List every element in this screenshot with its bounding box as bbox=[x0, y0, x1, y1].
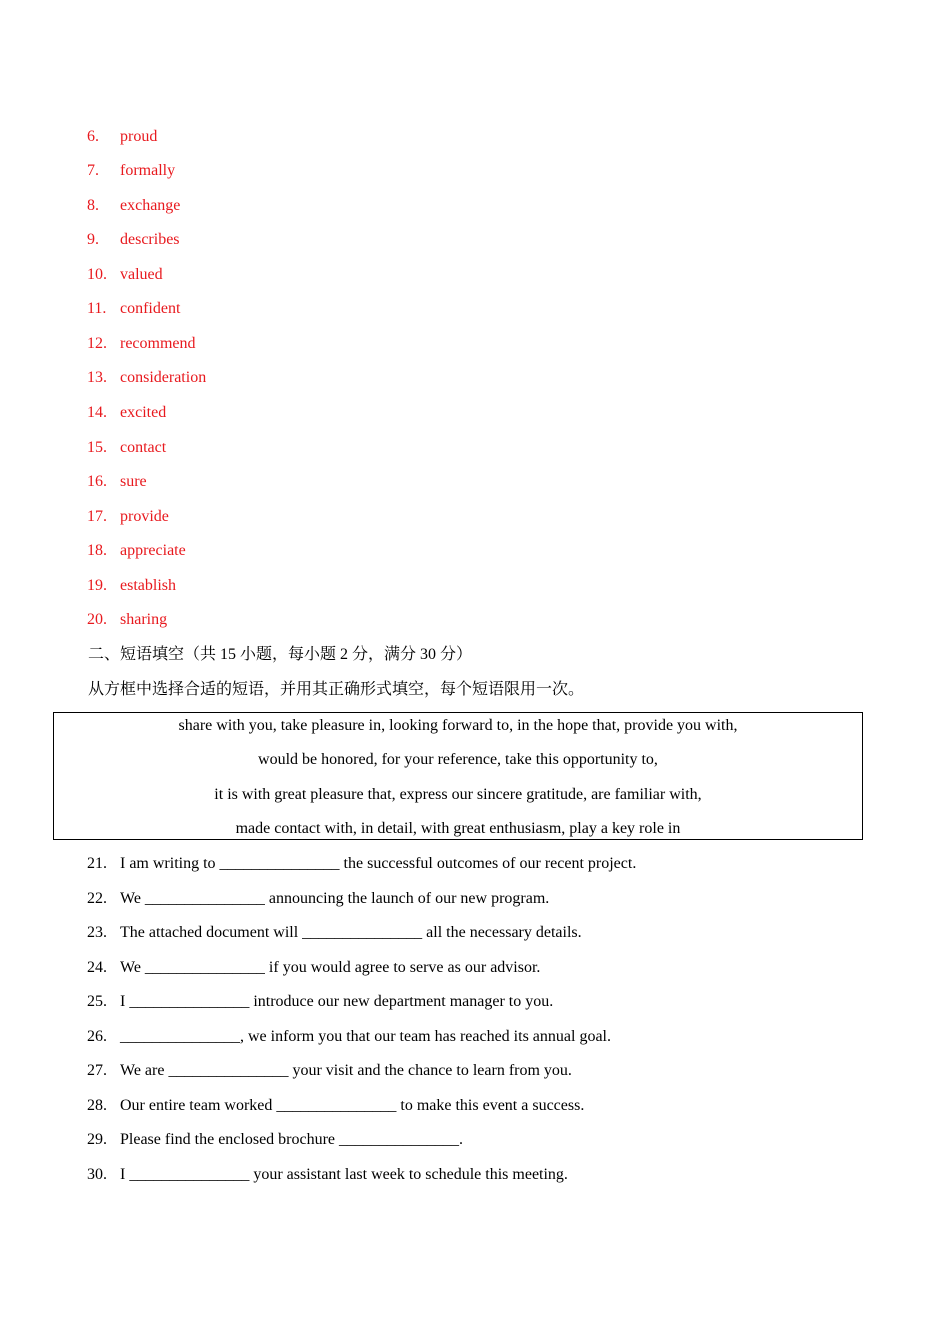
question-item bbox=[87, 991, 553, 1013]
answer-item bbox=[87, 540, 186, 562]
question-text: Please find the enclosed brochure _______________. bbox=[120, 1131, 464, 1148]
question-item bbox=[87, 1026, 611, 1048]
answer-number: 8. bbox=[87, 197, 99, 214]
answer-number: 14. bbox=[87, 404, 107, 421]
question-item bbox=[87, 922, 582, 944]
answer-item bbox=[87, 333, 196, 355]
answer-word: proud bbox=[120, 128, 158, 145]
question-number: 26. bbox=[87, 1028, 107, 1045]
answer-item bbox=[87, 471, 147, 493]
phrase-line: share with you, take pleasure in, looking forward to, in the hope that, provide you with, bbox=[178, 717, 738, 734]
answer-word: provide bbox=[120, 508, 169, 525]
answer-item bbox=[87, 160, 175, 182]
answer-word: sharing bbox=[120, 611, 168, 628]
question-text: Our entire team worked _______________ to make this event a success. bbox=[120, 1097, 585, 1114]
phrase-line: made contact with, in detail, with great enthusiasm, play a key role in bbox=[235, 820, 681, 837]
answer-item bbox=[87, 126, 157, 148]
question-item bbox=[87, 1060, 572, 1082]
phrase-line: it is with great pleasure that, express our sincere gratitude, are familiar with, bbox=[214, 786, 702, 803]
answer-number: 20. bbox=[87, 611, 107, 628]
answer-item bbox=[87, 609, 167, 631]
answer-number: 11. bbox=[87, 300, 107, 317]
question-number: 29. bbox=[87, 1131, 107, 1148]
answer-word: appreciate bbox=[120, 542, 186, 559]
answer-word: exchange bbox=[120, 197, 181, 214]
question-item bbox=[87, 1164, 568, 1186]
answer-word: sure bbox=[120, 473, 147, 490]
answer-number: 12. bbox=[87, 335, 107, 352]
answer-word: establish bbox=[120, 577, 176, 594]
question-number: 25. bbox=[87, 993, 107, 1010]
answer-number: 9. bbox=[87, 231, 99, 248]
question-text: We _______________ if you would agree to serve as our advisor. bbox=[120, 959, 541, 976]
question-text: We _______________ announcing the launch of our new program. bbox=[120, 890, 550, 907]
answer-number: 18. bbox=[87, 542, 107, 559]
question-number: 24. bbox=[87, 959, 107, 976]
question-item bbox=[87, 1095, 584, 1117]
section-title: 二、短语填空（共 15 小题，每小题 2 分，满分 30 分） bbox=[88, 646, 473, 663]
answer-word: excited bbox=[120, 404, 167, 421]
answer-item bbox=[87, 298, 180, 320]
answer-number: 15. bbox=[87, 439, 107, 456]
answer-item bbox=[87, 402, 166, 424]
answer-word: describes bbox=[120, 231, 180, 248]
question-number: 27. bbox=[87, 1062, 107, 1079]
question-text: We are _______________ your visit and the chance to learn from you. bbox=[120, 1062, 572, 1079]
answer-item bbox=[87, 195, 180, 217]
question-text: I _______________ your assistant last week to schedule this meeting. bbox=[120, 1166, 568, 1183]
answer-item bbox=[87, 575, 176, 597]
question-text: I _______________ introduce our new department manager to you. bbox=[120, 993, 554, 1010]
answer-number: 6. bbox=[87, 128, 99, 145]
answer-word: confident bbox=[120, 300, 181, 317]
answer-word: recommend bbox=[120, 335, 196, 352]
answer-item bbox=[87, 229, 180, 251]
answer-number: 17. bbox=[87, 508, 107, 525]
question-number: 21. bbox=[87, 855, 107, 872]
answer-item bbox=[87, 437, 166, 459]
answer-number: 7. bbox=[87, 162, 99, 179]
question-item bbox=[87, 957, 540, 979]
answer-item bbox=[87, 367, 206, 389]
section-instruction: 从方框中选择合适的短语，并用其正确形式填空，每个短语限用一次。 bbox=[88, 681, 585, 698]
answer-number: 16. bbox=[87, 473, 107, 490]
answer-number: 13. bbox=[87, 369, 107, 386]
question-text: The attached document will _______________ all the necessary details. bbox=[120, 924, 582, 941]
question-text: I am writing to _______________ the successful outcomes of our recent project. bbox=[120, 855, 637, 872]
answer-word: formally bbox=[120, 162, 176, 179]
phrase-box bbox=[53, 712, 863, 840]
phrase-line: would be honored, for your reference, take this opportunity to, bbox=[258, 751, 658, 768]
answer-item bbox=[87, 506, 169, 528]
answer-item bbox=[87, 264, 163, 286]
question-item bbox=[87, 853, 636, 875]
answer-word: valued bbox=[120, 266, 163, 283]
answer-number: 19. bbox=[87, 577, 107, 594]
question-text: _______________, we inform you that our team has reached its annual goal. bbox=[120, 1028, 611, 1045]
question-number: 23. bbox=[87, 924, 107, 941]
question-number: 22. bbox=[87, 890, 107, 907]
question-item bbox=[87, 1129, 463, 1151]
answer-word: consideration bbox=[120, 369, 207, 386]
question-number: 28. bbox=[87, 1097, 107, 1114]
answer-word: contact bbox=[120, 439, 167, 456]
question-number: 30. bbox=[87, 1166, 107, 1183]
question-item bbox=[87, 888, 549, 910]
answer-number: 10. bbox=[87, 266, 107, 283]
